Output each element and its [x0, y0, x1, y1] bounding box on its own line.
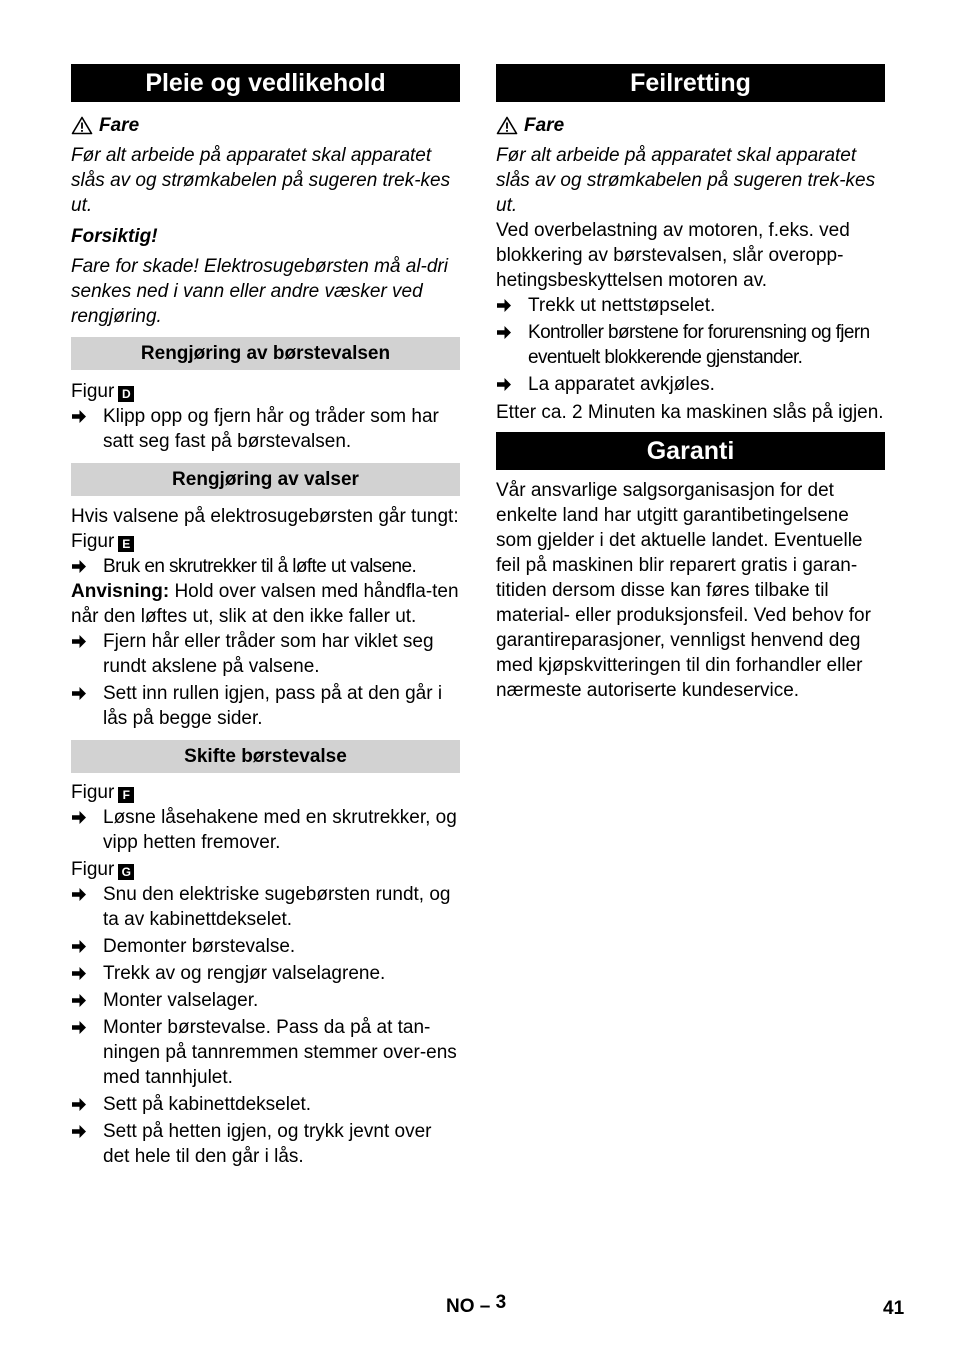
- list-item-text: Kontroller børstene for forurensning og fjern eventuelt blokkerende gjenstander.: [528, 322, 870, 368]
- section-title-troubleshooting: Feilretting: [496, 64, 885, 102]
- arrow-right-icon: [71, 554, 103, 579]
- list-item: [71, 554, 460, 579]
- list-item-text: Trekk ut nettstøpselet.: [528, 295, 716, 316]
- danger-text: Før alt arbeide på apparatet skal apparatet slås av og strømkabelen på sugeren trek-kes ut.: [496, 145, 876, 216]
- danger-heading: [496, 113, 885, 138]
- warranty-text: Vår ansvarlige salgsorganisasjon for det enkelte land har utgitt garantibetingelsene som gjelder i det aktuelle landet. Eventuelle feil på maskinen blir reparert gratis i garan-titiden dersom disse kan føres tilbake til material- eller produksjonsfeil. Ved behov for garantireparasjoner, vennligst henvend deg med kjøpskvitteringen til din forhandler eller nærmeste autoriserte kundeservice.: [496, 480, 871, 701]
- list-item-text: Bruk en skrutrekker til å løfte ut valsene.: [103, 556, 417, 577]
- list-item: [496, 320, 885, 370]
- arrow-right-icon: [71, 961, 103, 986]
- figure-label: Figur: [71, 531, 115, 552]
- figure-reference: [71, 857, 460, 882]
- section-title-warranty: Garanti: [496, 432, 885, 470]
- list-item-text: Snu den elektriske sugebørsten rundt, og ta av kabinettdekselet.: [103, 884, 451, 930]
- paragraph: Hvis valsene på elektrosugebørsten går tungt:: [71, 506, 459, 527]
- note-paragraph: [71, 579, 460, 629]
- note-text: Hold over valsen med håndfla-ten når den løftes ut, slik at den ikke faller ut.: [71, 581, 459, 627]
- right-column: [496, 64, 885, 703]
- figure-label: Figur: [71, 381, 115, 402]
- list-item: [71, 404, 460, 454]
- list-item-text: Sett på hetten igjen, og trykk jevnt over det hele til den går i lås.: [103, 1121, 432, 1167]
- list-item-text: Sett inn rullen igjen, pass på at den går i lås på begge sider.: [103, 683, 443, 729]
- list-item-text: Monter valselager.: [103, 990, 259, 1011]
- list-item: [496, 372, 885, 397]
- list-item-text: Klipp opp og fjern hår og tråder som har satt seg fast på børstevalsen.: [103, 406, 439, 452]
- figure-reference: [71, 529, 460, 554]
- list-item: [71, 805, 460, 855]
- danger-heading: [71, 113, 460, 138]
- list-item: [71, 1015, 460, 1090]
- arrow-right-icon: [71, 934, 103, 959]
- arrow-right-icon: [71, 629, 103, 679]
- caution-label: Forsiktig!: [71, 226, 158, 247]
- list-item-text: La apparatet avkjøles.: [528, 374, 715, 395]
- footer-lang-code: NO: [446, 1296, 475, 1317]
- arrow-right-icon: [71, 988, 103, 1013]
- list-item-text: Demonter børstevalse.: [103, 936, 296, 957]
- figure-letter-e: E: [118, 536, 134, 552]
- danger-label: Fare: [99, 115, 140, 136]
- subsection-title-brush-replacement: Skifte børstevalse: [71, 740, 460, 773]
- arrow-right-icon: [496, 372, 528, 397]
- arrow-right-icon: [71, 1092, 103, 1117]
- danger-label: Fare: [524, 115, 565, 136]
- arrow-right-icon: [496, 320, 528, 370]
- list-item: [71, 961, 460, 986]
- warning-triangle-icon: [496, 116, 518, 135]
- figure-letter-g: G: [118, 864, 134, 880]
- figure-label: Figur: [71, 782, 115, 803]
- figure-reference: [71, 379, 460, 404]
- subsection-title-roller-cleaning: Rengjøring av valser: [71, 463, 460, 496]
- list-item-text: Monter børstevalse. Pass da på at tan-ningen på tannremmen stemmer over-ens med tannhjulet.: [103, 1017, 457, 1088]
- list-item-text: Løsne låsehakene med en skrutrekker, og vipp hetten fremover.: [103, 807, 457, 853]
- list-item-text: Sett på kabinettdekselet.: [103, 1094, 312, 1115]
- list-item: [71, 988, 460, 1013]
- subsection-title-brush-roller-cleaning: Rengjøring av børstevalsen: [71, 337, 460, 370]
- footer-section-page: 3: [495, 1292, 507, 1313]
- section-title-maintenance: Pleie og vedlikehold: [71, 64, 460, 102]
- footer-separator: –: [479, 1296, 491, 1317]
- figure-label: Figur: [71, 859, 115, 880]
- figure-letter-d: D: [118, 386, 134, 402]
- list-item: [71, 629, 460, 679]
- figure-reference: [71, 780, 460, 805]
- page-number: 41: [883, 1298, 905, 1319]
- figure-letter-f: F: [118, 787, 134, 803]
- list-item: [71, 934, 460, 959]
- arrow-right-icon: [71, 1119, 103, 1169]
- list-item: [496, 293, 885, 318]
- arrow-right-icon: [496, 293, 528, 318]
- list-item-text: Trekk av og rengjør valselagrene.: [103, 963, 386, 984]
- footer-section-code: [446, 1292, 507, 1318]
- arrow-right-icon: [71, 882, 103, 932]
- list-item-text: Fjern hår eller tråder som har viklet seg rundt akslene på valsene.: [103, 631, 434, 677]
- arrow-right-icon: [71, 404, 103, 454]
- list-item: [71, 1119, 460, 1169]
- caution-text: Fare for skade! Elektrosugebørsten må al-dri senkes ned i vann eller andre væsker ved rengjøring.: [71, 256, 448, 327]
- warning-triangle-icon: [71, 116, 93, 135]
- left-column: [71, 64, 460, 1169]
- list-item: [71, 882, 460, 932]
- list-item: [71, 1092, 460, 1117]
- arrow-right-icon: [71, 805, 103, 855]
- danger-text: Før alt arbeide på apparatet skal apparatet slås av og strømkabelen på sugeren trek-kes ut.: [71, 145, 451, 216]
- list-item: [71, 681, 460, 731]
- paragraph: Etter ca. 2 Minuten ka maskinen slås på igjen.: [496, 402, 884, 423]
- arrow-right-icon: [71, 1015, 103, 1090]
- paragraph: Ved overbelastning av motoren, f.eks. ved blokkering av børstevalsen, slår overopp-hetingsbeskyttelsen motoren av.: [496, 220, 850, 291]
- arrow-right-icon: [71, 681, 103, 731]
- note-label: Anvisning:: [71, 581, 170, 602]
